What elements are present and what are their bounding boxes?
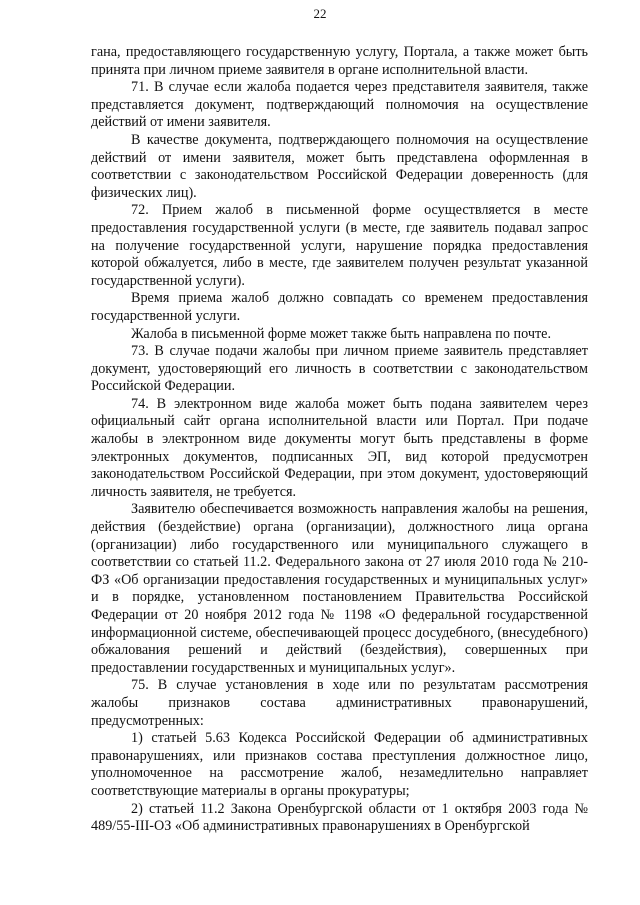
paragraph-71-power-of-attorney: В качестве документа, подтверждающего полномочия на осуществление действий от имени заявителя, может быть представлена оформленная в соответствии с законодательством Российской Федерации доверенность (для физических лиц). <box>91 131 588 201</box>
paragraph-75: 75. В случае установления в ходе или по результатам рассмотрения жалобы признаков состава административных правонарушений, предусмотренных: <box>91 677 588 729</box>
paragraph-75-item-2: 2) статьей 11.2 Закона Оренбургской области от 1 октября 2003 года № 489/55-III-ОЗ «Об административных правонарушениях в Оренбургской <box>91 800 588 835</box>
paragraph-71: 71. В случае если жалоба подается через представителя заявителя, также представляется документ, подтверждающий полномочия на осуществление действий от имени заявителя. <box>91 79 588 131</box>
page-number: 22 <box>313 6 327 21</box>
document-body <box>91 44 588 836</box>
paragraph-72: 72. Прием жалоб в письменной форме осуществляется в месте предоставления государственной услуги (в месте, где заявитель подавал запрос на получение государственной услуги, нарушение порядка предоставления которой обжалуется, либо в месте, где заявителем получен результат указанной государственной услуги). <box>91 202 588 289</box>
paragraph-75-item-1: 1) статьей 5.63 Кодекса Российской Федерации об административных правонарушениях, или признаков состава преступления должностное лицо, уполномоченное на рассмотрение жалоб, незамедлительно направляет соответствующие материалы в органы прокуратуры; <box>91 730 588 799</box>
paragraph-74: 74. В электронном виде жалоба может быть подана заявителем через официальный сайт органа исполнительной власти или Портал. При подаче жалобы в электронном виде документы могут быть представлены в форме электронных документов, подписанных ЭП, вид которой предусмотрен законодательством Российской Федерации, при этом документ, удостоверяющий личность заявителя, не требуется. <box>91 395 588 500</box>
paragraph-72-reception-time: Время приема жалоб должно совпадать со временем предоставления государственной услуги. <box>91 290 588 324</box>
paragraph-74-federal-system: Заявителю обеспечивается возможность направления жалобы на решения, действия (бездействие) органа (организации), должностного лица органа (организации) либо государственного или муниципального служащего в соответствии со статьей 11.2. Федерального закона от 27 июля 2010 года № 210-ФЗ «Об организации предоставления государственных и муниципальных услуг» и в порядке, установленном постановлением Правительства Российской Федерации от 20 ноября 2012 года № 1198 «О федеральной государственной информационной системе, обеспечивающей процесс досудебного, (внесудебного) обжалования решений и действий (бездействия), совершенных при предоставлении государственных и муниципальных услуг». <box>91 501 588 676</box>
paragraph-73: 73. В случае подачи жалобы при личном приеме заявитель представляет документ, удостоверяющий его личность в соответствии с законодательством Российской Федерации. <box>91 343 588 395</box>
paragraph-continuation: гана, предоставляющего государственную услугу, Портала, а также может быть принята при личном приеме заявителя в органе исполнительной власти. <box>91 44 588 78</box>
paragraph-72-by-mail: Жалоба в письменной форме может также быть направлена по почте. <box>131 325 552 342</box>
